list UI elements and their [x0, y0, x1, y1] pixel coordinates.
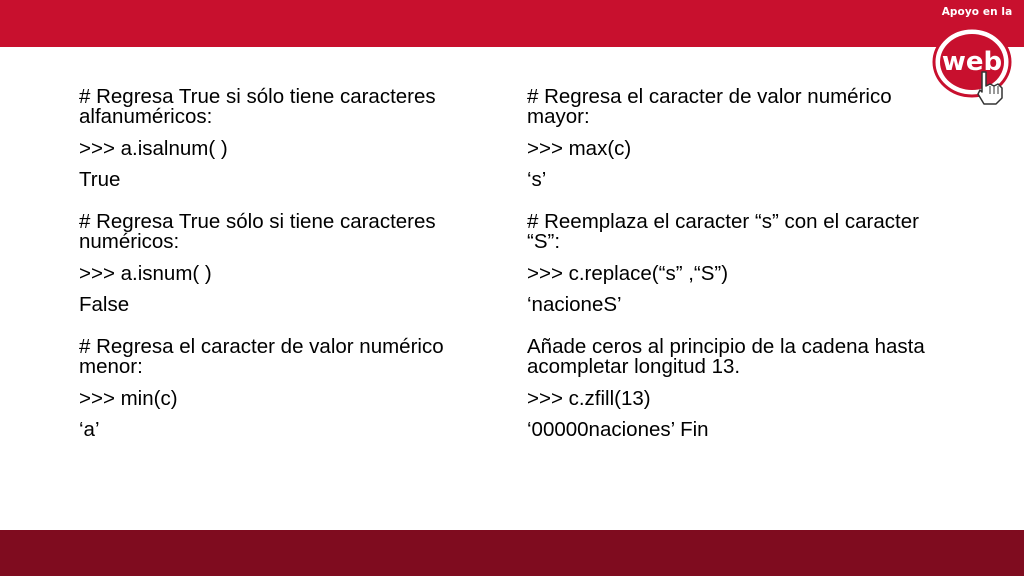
right-column — [527, 87, 947, 462]
comment-text: # Regresa el caracter de valor numérico mayor: — [527, 85, 892, 128]
code-line: >>> max(c) — [527, 137, 632, 160]
comment-text: # Regresa True sólo si tiene caracteres numéricos: — [79, 210, 436, 253]
result-line: ‘s’ — [527, 168, 547, 191]
code-line: >>> min(c) — [79, 387, 178, 410]
example-block — [527, 212, 947, 315]
result-line: ‘00000naciones’ Fin — [527, 418, 709, 441]
example-block — [527, 337, 947, 440]
result-line: ‘a’ — [79, 418, 100, 441]
comment-text: # Regresa True si sólo tiene caracteres alfanuméricos: — [79, 85, 436, 128]
example-block — [79, 87, 479, 190]
comment-text: # Regresa el caracter de valor numérico menor: — [79, 335, 444, 378]
result-line: False — [79, 293, 130, 316]
code-line: >>> c.zfill(13) — [527, 387, 651, 410]
comment-text: Añade ceros al principio de la cadena hasta acompletar longitud 13. — [527, 335, 925, 378]
result-line: ‘nacioneS’ — [527, 293, 622, 316]
left-column — [79, 87, 479, 462]
bottom-banner — [0, 530, 1024, 576]
code-line: >>> a.isnum( ) — [79, 262, 212, 285]
logo-caption: Apoyo en la — [941, 6, 1013, 18]
top-banner — [0, 0, 1024, 47]
code-line: >>> c.replace(“s” ,“S”) — [527, 262, 729, 285]
example-block — [79, 212, 479, 315]
example-block — [527, 87, 947, 190]
logo-text: web — [941, 47, 1003, 77]
result-line: True — [79, 168, 121, 191]
code-line: >>> a.isalnum( ) — [79, 137, 228, 160]
example-block — [79, 337, 479, 440]
comment-text: # Reemplaza el caracter “s” con el caracter “S”: — [527, 210, 919, 253]
